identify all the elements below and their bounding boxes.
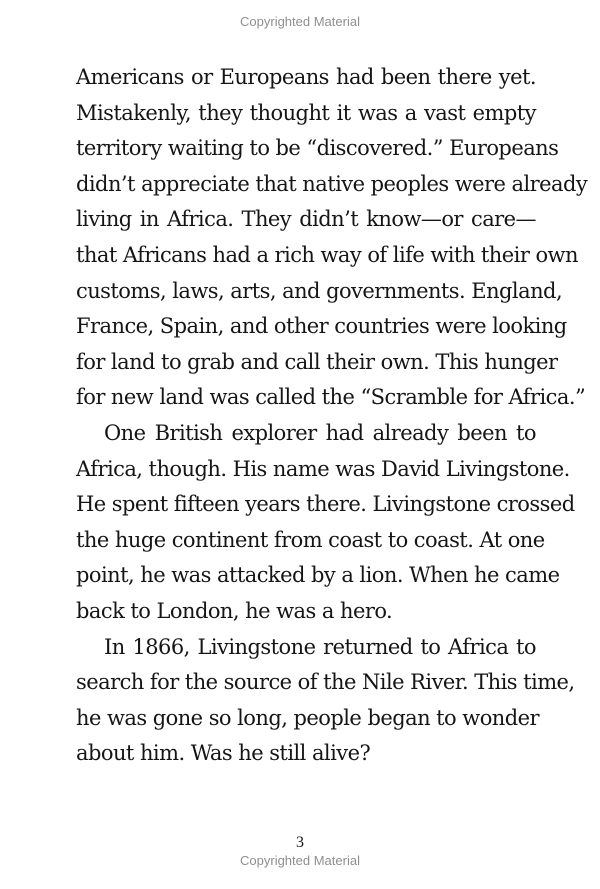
paragraph-2-line-6: back to London, he was a hero.	[76, 598, 393, 623]
paragraph-2-line-2: Africa, though. His name was David Livingstone.	[76, 456, 570, 481]
paragraph-1-line-7: customs, laws, arts, and governments. England,	[76, 278, 563, 303]
paragraph-2-line-1: One British explorer had already been to	[104, 420, 536, 445]
paragraph-1-line-10: for new land was called the “Scramble for Africa.”	[76, 385, 586, 410]
paragraph-1-line-6: that Africans had a rich way of life with their own	[76, 242, 578, 267]
paragraph-3-line-4: about him. Was he still alive?	[76, 741, 371, 766]
page-number: 3	[296, 834, 304, 851]
paragraph-1-line-1: Americans or Europeans had been there yet.	[76, 65, 536, 89]
copyright-watermark-top: Copyrighted Material	[240, 14, 360, 29]
page-body-text	[76, 60, 588, 772]
paragraph-3-line-2: search for the source of the Nile River. This time,	[76, 670, 575, 695]
paragraph-1-line-5: living in Africa. They didn’t know—or care—	[76, 207, 536, 232]
paragraph-1-line-4: didn’t appreciate that native peoples were already	[76, 171, 588, 196]
paragraph-1-line-2: Mistakenly, they thought it was a vast empty	[76, 100, 536, 125]
paragraph-2-line-5: point, he was attacked by a lion. When he came	[76, 563, 560, 588]
paragraph-2-line-4: the huge continent from coast to coast. At one	[76, 527, 545, 552]
paragraph-3-line-3: he was gone so long, people began to wonder	[76, 705, 540, 730]
paragraph-1-line-8: France, Spain, and other countries were looking	[76, 314, 567, 339]
paragraph-2-line-3: He spent fifteen years there. Livingstone crossed	[76, 492, 575, 517]
paragraph-1-line-9: for land to grab and call their own. This hunger	[76, 349, 558, 374]
paragraph-3-line-1: In 1866, Livingstone returned to Africa to	[104, 634, 536, 659]
paragraph-1-line-3: territory waiting to be “discovered.” Europeans	[76, 136, 559, 161]
copyright-watermark-bottom: Copyrighted Material	[240, 853, 360, 868]
